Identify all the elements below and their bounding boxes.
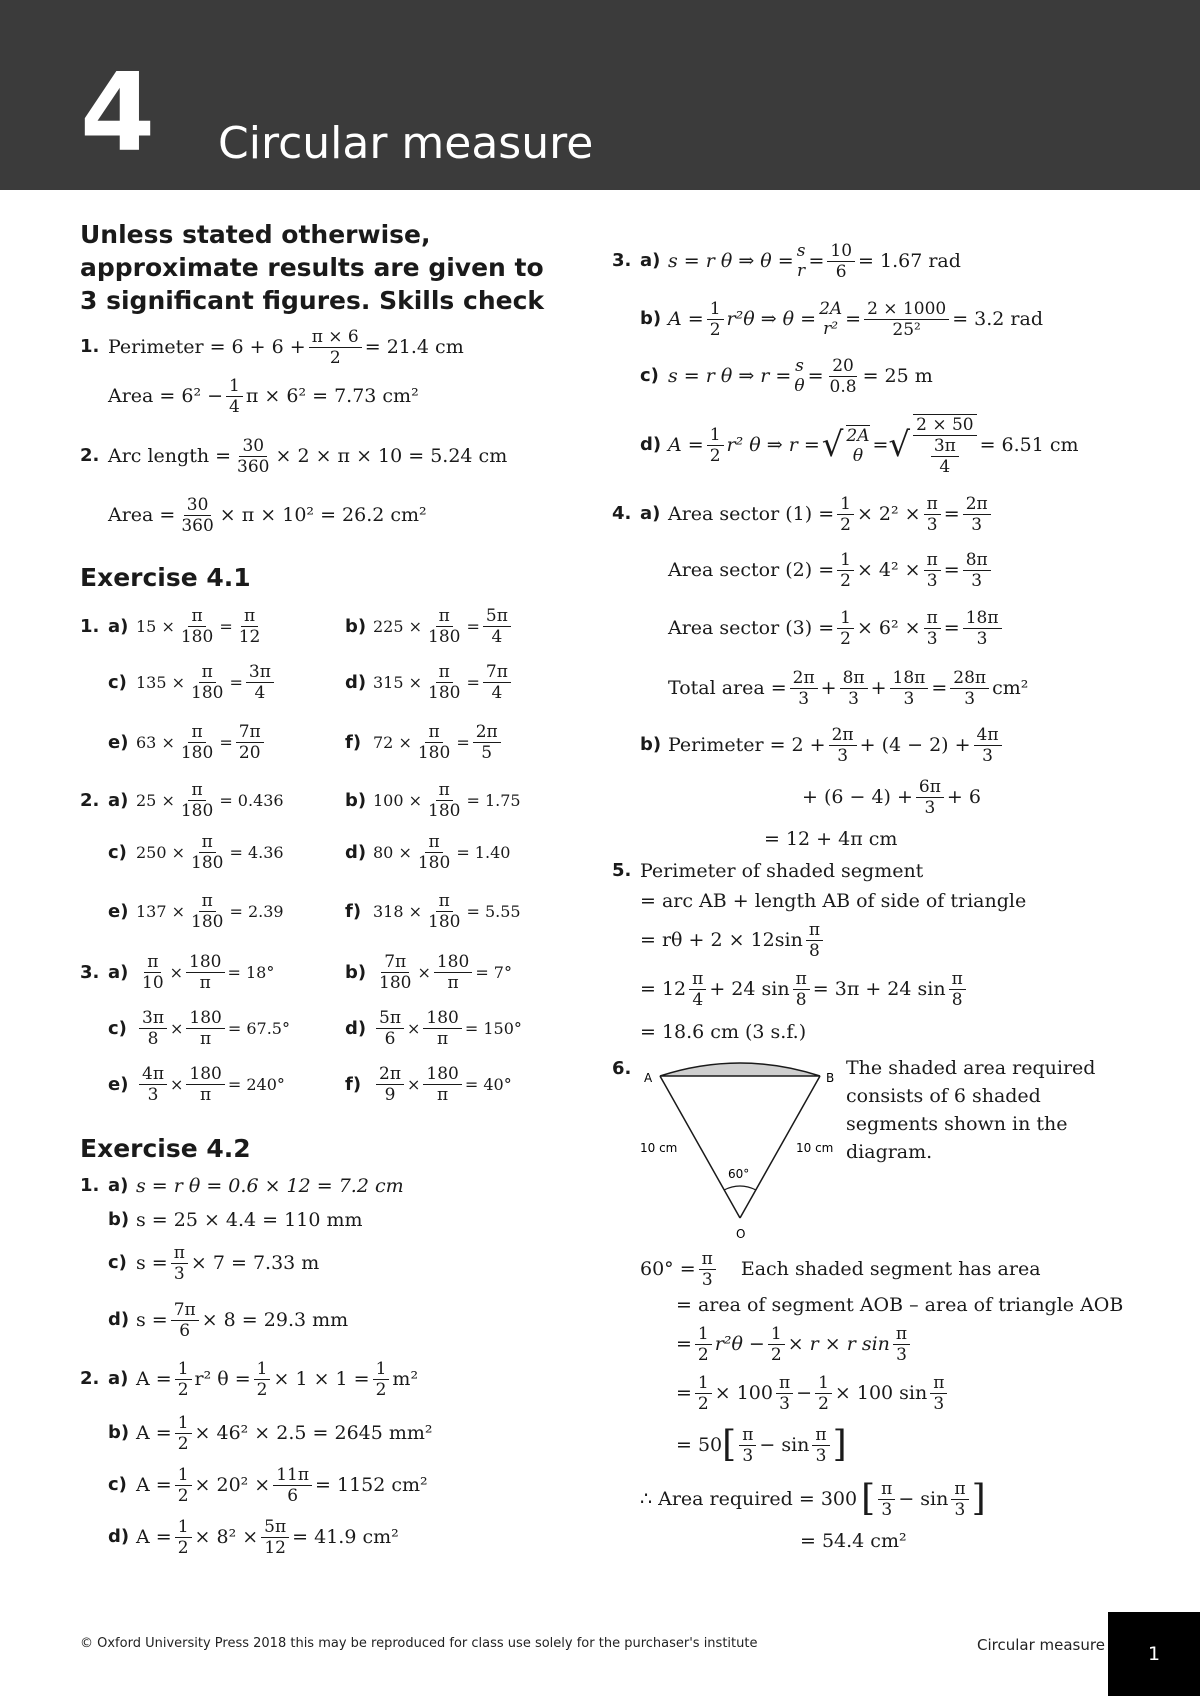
- ex42-q5-3: = rθ + 2 × 12sin $\frac{\pi}{8}$: [612, 916, 1172, 964]
- ex42-q1c: c) s = $\frac{\pi}{3}$ × 7 = 7.33 m: [108, 1242, 320, 1284]
- ex41-q1-row: e) 63 × $\frac{\pi}{180}$ = $\frac{7\pi}{20}$ f) 72 × $\frac{\pi}{180}$ = $\frac{2\pi}{5}$: [80, 710, 600, 774]
- intro-note: [80, 218, 600, 317]
- point-b-label: B: [826, 1071, 835, 1085]
- skills-1-perimeter: 1. Perimeter = 6 + 6 + $\frac{\pi \times 6}{2}$ = 21.4 cm: [80, 326, 464, 368]
- ex42-q4b-3: = 12 + 4π cm: [764, 827, 898, 850]
- chapter-title: Circular measure: [218, 118, 594, 169]
- point-a-label: A: [644, 1071, 653, 1085]
- ex41-q2-row: e) 137 × $\frac{\pi}{180}$ = 2.39 f) 318 × $\frac{\pi}{180}$ = 5.55: [108, 890, 521, 932]
- q6-description: The shaded area required consists of 6 shaded segments shown in the diagram.: [846, 1057, 1096, 1163]
- skills-2-area: Area = $\frac{30}{360}$ × π × 10² = 26.2 cm²: [108, 494, 427, 536]
- ex42-q2c: c) A = $\frac{1}{2}$ × 20² × $\frac{11\pi}{6}$ = 1152 cm²: [108, 1464, 428, 1506]
- ex42-q6-5: = 50 [ $\frac{\pi}{3}$ − sin $\frac{\pi}{3}$ ]: [676, 1424, 847, 1466]
- ex41-q1-row: c) 135 × $\frac{\pi}{180}$ = $\frac{3\pi}{4}$ d) 315 × $\frac{\pi}{180}$ = $\frac{7\pi}{4}$: [80, 654, 600, 710]
- left-bracket: [: [722, 1424, 737, 1465]
- chapter-number: 4: [80, 51, 156, 176]
- angle-label: 60°: [728, 1167, 750, 1181]
- ex42-q2a: 2. a) A = $\frac{1}{2}$ r² θ = $\frac{1}{2}$ × 1 × 1 = $\frac{1}{2}$ m²: [80, 1358, 419, 1400]
- ex42-q4b-1: b) Perimeter = 2 + $\frac{2\pi}{3}$ + (4 − 2) + $\frac{4\pi}{3}$: [612, 718, 1172, 772]
- right-bracket: ]: [971, 1478, 986, 1519]
- ex42-q3c: c) s = r θ ⇒ r = s θ = $\frac{20}{0.8}$ = 25 m: [640, 355, 933, 397]
- ex42-q4b-2: + (6 − 4) + $\frac{6\pi}{3}$ + 6: [802, 776, 981, 818]
- ex42-q3d: d) A = $\frac{1}{2}$ r² θ ⇒ r = √ 2A θ = √ $\frac{2 \times 50}{\frac{3\pi}{4}}$ = 6.51 cm: [640, 414, 1079, 477]
- page-footer: [0, 1612, 1200, 1696]
- ex41-q3-row: e) $\frac{4\pi}{3}$ × $\frac{180}{\pi}$ = 240° f) $\frac{2\pi}{9}$ × $\frac{180}{\pi}$ = 40°: [108, 1063, 512, 1105]
- ex41-q3-row: 3. a) $\frac{\pi}{10}$ × $\frac{180}{\pi}$ = 18° b) $\frac{7\pi}{180}$ × $\frac{180}{\pi}$ = 7°: [80, 951, 512, 993]
- ex41-q2-row: c) 250 × $\frac{\pi}{180}$ = 4.36 d) 80 × $\frac{\pi}{180}$ = 1.40: [108, 831, 511, 873]
- section-heading-exercise-4-2: Exercise 4.2: [80, 1134, 251, 1163]
- ex42-q1a: 1. a) s = r θ = 0.6 × 12 = 7.2 cm: [80, 1174, 404, 1197]
- left-column: [80, 218, 600, 1563]
- sqrt-icon: √: [888, 425, 911, 465]
- ex42-q5-2: = arc AB + length AB of side of triangle: [640, 889, 1027, 912]
- copyright-notice: © Oxford University Press 2018 this may be reproduced for class use solely for the purchaser's institute: [80, 1636, 758, 1651]
- ex42-q6-6: ∴ Area required = 300 [ $\frac{\pi}{3}$ − sin $\frac{\pi}{3}$ ]: [640, 1478, 986, 1520]
- ex42-q6-4: = $\frac{1}{2}$ × 100 $\frac{\pi}{3}$ − $\frac{1}{2}$ × 100 sin $\frac{\pi}{3}$: [612, 1368, 1172, 1418]
- ex42-q6-3: = $\frac{1}{2}$ r²θ − $\frac{1}{2}$ × r × r sin $\frac{\pi}{3}$: [612, 1320, 1172, 1368]
- skills-2-arc: 2. Arc length = $\frac{30}{360}$ × 2 × π × 10 = 5.24 cm: [80, 435, 508, 477]
- ex42-q3a: 3. a) s = r θ ⇒ θ = s r = $\frac{10}{6}$ = 1.67 rad: [612, 240, 961, 282]
- sector-diagram: [640, 1058, 840, 1244]
- intro-line: Unless stated otherwise,: [80, 220, 431, 249]
- ex41-q2-row: 2. a) 25 × $\frac{\pi}{180}$ = 0.436 b) 100 × $\frac{\pi}{180}$ = 1.75: [80, 779, 521, 821]
- side-label-right: 10 cm: [796, 1141, 834, 1155]
- side-label-left: 10 cm: [640, 1141, 678, 1155]
- ex42-q4a-2: Area sector (2) = $\frac{1}{2}$ × 4² × $\frac{\pi}{3}$ = $\frac{8\pi}{3}$: [612, 542, 1172, 598]
- sqrt-icon: √: [821, 425, 844, 465]
- ex42-q6-2: = area of segment AOB – area of triangle AOB: [676, 1293, 1124, 1316]
- fraction: $\frac{\pi \times 6}{2}$: [309, 327, 362, 368]
- ex42-q3b: b) A = $\frac{1}{2}$ r²θ ⇒ θ = 2A r² = $\frac{2 \times 1000}{\text{25²}}$ = 3.2 rad: [640, 298, 1044, 340]
- ex41-q1-row: 1. a) 15 × $\frac{\pi}{180}$ = $\frac{\pi}{12}$ b) 225 × $\frac{\pi}{180}$ = $\frac{5\pi}{4}$: [80, 598, 600, 654]
- section-heading-exercise-4-1: Exercise 4.1: [80, 563, 251, 592]
- left-bracket: [: [861, 1478, 876, 1519]
- ex42-q6-7: = 54.4 cm²: [800, 1529, 907, 1552]
- ex42-q6-diagram-row: 6. A B O 10 cm 10 cm 60° The shaded area required consists of 6 shaded segments shown in the diagram.: [612, 1058, 1172, 1248]
- point-o-label: O: [736, 1227, 746, 1241]
- ex42-q6-1: 60° = $\frac{\pi}{3}$ Each shaded segment has area: [640, 1248, 1041, 1290]
- shaded-segment: [660, 1063, 820, 1076]
- ex42-q4a-3: Area sector (3) = $\frac{1}{2}$ × 6² × $\frac{\pi}{3}$ = $\frac{18\pi}{3}$: [612, 598, 1172, 658]
- intro-line: 3 significant figures. Skills check: [80, 286, 545, 315]
- ex42-q2d: d) A = $\frac{1}{2}$ × 8² × $\frac{5\pi}{12}$ = 41.9 cm²: [108, 1516, 399, 1558]
- chapter-header: [0, 0, 1200, 190]
- ex42-q4a-1: 4. a) Area sector (1) = $\frac{1}{2}$ × 2² × $\frac{\pi}{3}$ = $\frac{2\pi}{3}$: [612, 486, 1172, 542]
- ex42-q1d: d) s = $\frac{7\pi}{6}$ × 8 = 29.3 mm: [108, 1299, 349, 1341]
- intro-line: approximate results are given to: [80, 253, 544, 282]
- footer-chapter-title: Circular measure: [977, 1636, 1105, 1654]
- ex42-q1b: b) s = 25 × 4.4 = 110 mm: [108, 1208, 363, 1231]
- angle-arc: [724, 1186, 756, 1190]
- ex42-q2b: b) A = $\frac{1}{2}$ × 46² × 2.5 = 2645 mm²: [108, 1412, 433, 1454]
- ex42-q5-4: = 12 $\frac{\pi}{4}$ + 24 sin $\frac{\pi}{8}$ = 3π + 24 sin $\frac{\pi}{8}$: [612, 964, 1172, 1014]
- right-column: [612, 232, 1172, 1556]
- ex42-q4a-4: Total area = $\frac{2\pi}{3}$ + $\frac{8\pi}{3}$ + $\frac{18\pi}{3}$ = $\frac{28\pi}{3}$ cm²: [668, 667, 1029, 709]
- ex42-q5-1: 5. Perimeter of shaded segment: [612, 859, 924, 882]
- page-number: 1: [1108, 1612, 1200, 1696]
- ex41-q3-row: c) $\frac{3\pi}{8}$ × $\frac{180}{\pi}$ = 67.5° d) $\frac{5\pi}{6}$ × $\frac{180}{\pi}$ = 150°: [108, 1007, 522, 1049]
- skills-1-area: Area = 6² − $\frac{1}{4}$ π × 6² = 7.73 cm²: [108, 375, 419, 417]
- right-bracket: ]: [832, 1424, 847, 1465]
- ex42-q5-5: = 18.6 cm (3 s.f.): [640, 1020, 807, 1043]
